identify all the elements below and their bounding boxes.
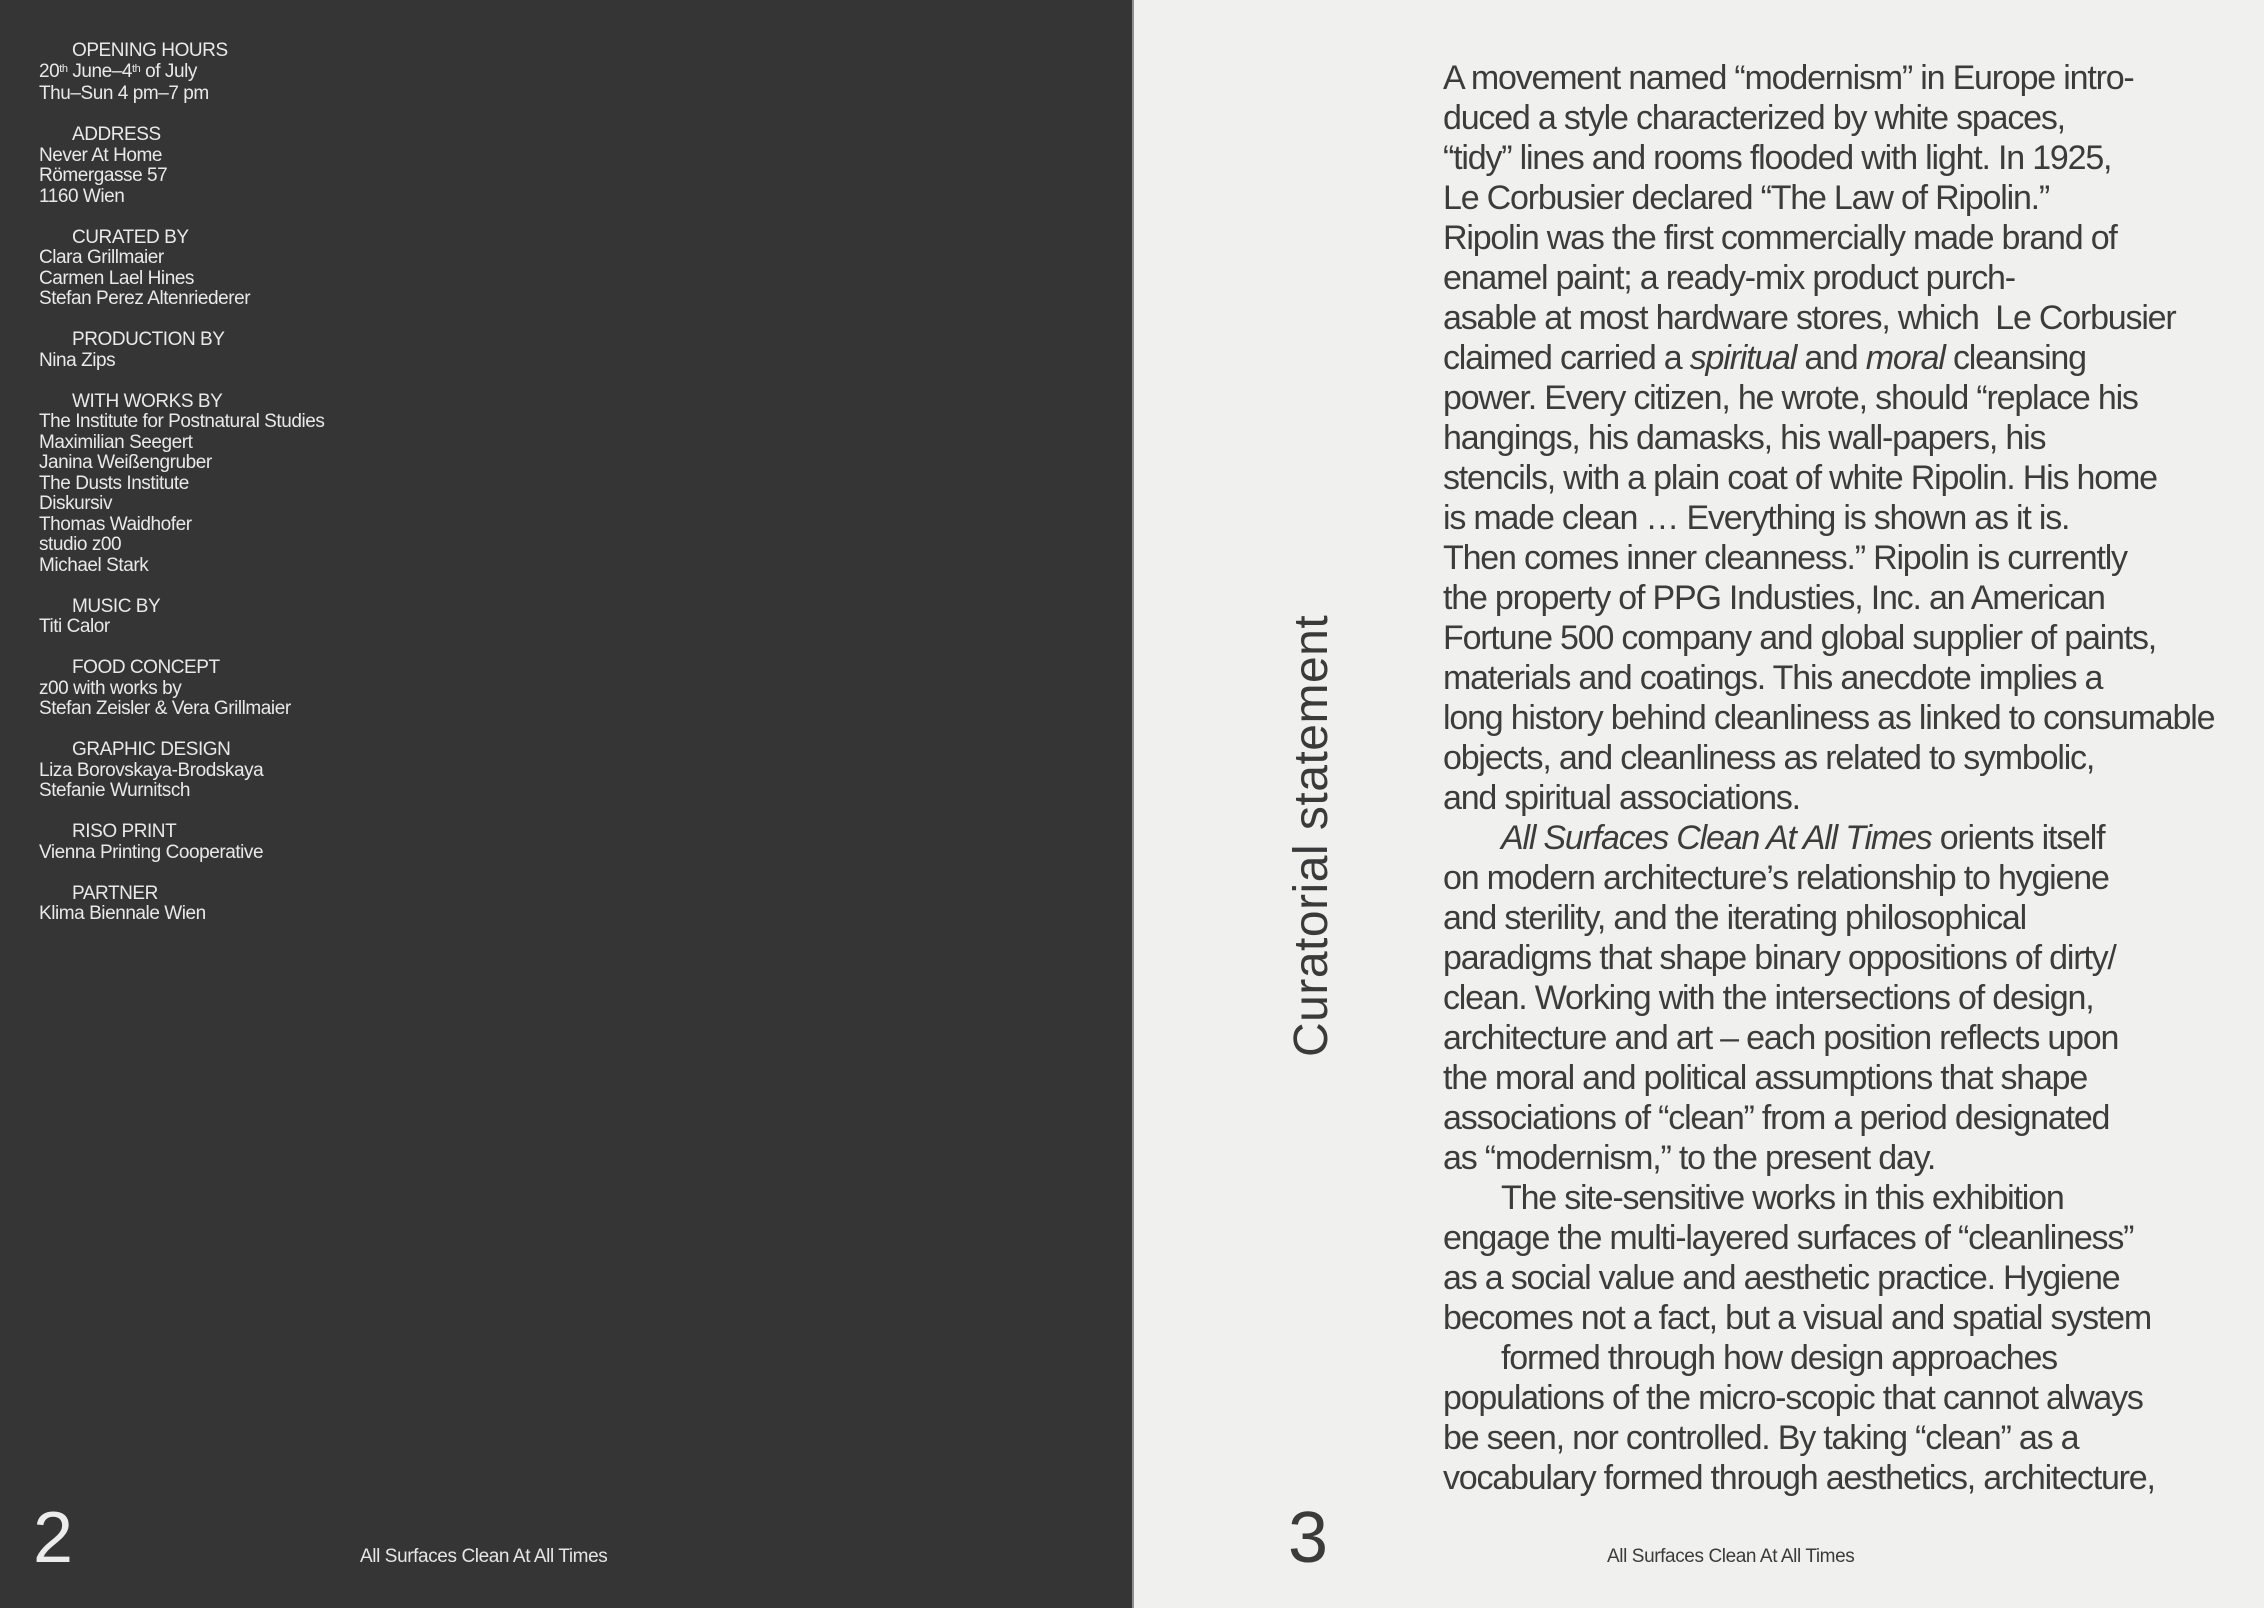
- credits-heading: FOOD CONCEPT: [72, 657, 220, 678]
- body-line: duced a style characterized by white spaces,: [1443, 99, 2065, 137]
- credits-section: [39, 597, 324, 638]
- body-line: materials and coatings. This anecdote implies a: [1443, 659, 2103, 697]
- credits-line: Nina Zips: [39, 349, 116, 371]
- credits-line: Janina Weißengruber: [39, 452, 212, 473]
- body-line: claimed carried a spiritual and moral cleansing: [1443, 339, 2086, 377]
- body-line: associations of “clean” from a period designated: [1443, 1099, 2110, 1137]
- credits-line: studio z00: [39, 534, 122, 555]
- body-line: The site-sensitive works in this exhibition: [1443, 1179, 2064, 1217]
- credits-heading: GRAPHIC DESIGN: [72, 739, 231, 760]
- body-line: and sterility, and the iterating philosophical: [1443, 899, 2026, 937]
- credits-heading: MUSIC BY: [72, 595, 161, 617]
- credits-line: Michael Stark: [39, 554, 149, 576]
- credits-heading: WITH WORKS BY: [72, 390, 223, 412]
- credits-line: Carmen Lael Hines: [39, 267, 194, 289]
- credits-heading: PRODUCTION BY: [72, 329, 225, 350]
- credits-line: Never At Home: [39, 144, 162, 166]
- body-line: the moral and political assumptions that shape: [1443, 1059, 2088, 1097]
- body-line: Le Corbusier declared “The Law of Ripolin.”: [1443, 179, 2050, 217]
- credits-line: Vienna Printing Cooperative: [39, 841, 264, 863]
- body-line: objects, and cleanliness as related to symbolic,: [1443, 739, 2095, 777]
- body-line: architecture and art – each position reflects upon: [1443, 1019, 2119, 1057]
- body-line: populations of the micro-scopic that cannot always: [1443, 1379, 2143, 1417]
- credits-section: [39, 822, 324, 863]
- credits-heading: CURATED BY: [72, 226, 189, 248]
- body-line: vocabulary formed through aesthetics, architecture,: [1443, 1459, 2155, 1497]
- body-line: Fortune 500 company and global supplier of paints,: [1443, 619, 2157, 657]
- body-line: the property of PPG Industies, Inc. an American: [1443, 579, 2105, 617]
- body-line: engage the multi-layered surfaces of “cleanliness”: [1443, 1219, 2134, 1257]
- credits-section: [39, 125, 324, 207]
- credits-line: Römergasse 57: [39, 165, 168, 186]
- credits-line: Liza Borovskaya-Brodskaya: [39, 759, 264, 781]
- page-gutter-line: [1132, 0, 1134, 1608]
- credits-line: Thomas Waidhofer: [39, 513, 192, 535]
- credits-section: [39, 740, 324, 802]
- body-line: paradigms that shape binary oppositions of dirty/: [1443, 939, 2116, 977]
- credits-line: The Dusts Institute: [39, 472, 189, 494]
- credits-section: [39, 658, 324, 720]
- credits-line: The Institute for Postnatural Studies: [39, 411, 325, 432]
- body-line: as “modernism,” to the present day.: [1443, 1139, 1936, 1177]
- body-line: clean. Working with the intersections of design,: [1443, 979, 2094, 1017]
- page-number-right: 3: [1288, 1498, 1329, 1578]
- credits-line: z00 with works by: [39, 677, 182, 699]
- body-line: and spiritual associations.: [1443, 779, 1800, 817]
- credits-line: Titi Calor: [39, 616, 110, 637]
- credits-heading: PARTNER: [72, 882, 158, 904]
- credits-line: Maximilian Seegert: [39, 431, 193, 453]
- running-footer-left: All Surfaces Clean At All Times: [360, 1546, 608, 1567]
- credits-line: Stefan Zeisler & Vera Grillmaier: [39, 698, 291, 719]
- body-line: Ripolin was the first commercially made brand of: [1443, 219, 2117, 257]
- running-footer-right: All Surfaces Clean At All Times: [1607, 1546, 1855, 1567]
- credits-line: 20th June–4th of July: [39, 60, 197, 82]
- credits-list: [39, 41, 324, 925]
- body-line: stencils, with a plain coat of white Ripolin. His home: [1443, 459, 2157, 497]
- credits-section: [39, 228, 324, 310]
- body-line: “tidy” lines and rooms flooded with light. In 1925,: [1443, 139, 2112, 177]
- credits-line: Diskursiv: [39, 493, 113, 514]
- body-line: long history behind cleanliness as linked to consumable: [1443, 699, 2215, 737]
- body-line: is made clean … Everything is shown as it is.: [1443, 499, 2070, 537]
- credits-line: 1160 Wien: [39, 185, 125, 207]
- credits-heading: ADDRESS: [72, 124, 161, 145]
- body-line: Then comes inner cleanness.” Ripolin is currently: [1443, 539, 2127, 577]
- credits-line: Klima Biennale Wien: [39, 903, 206, 924]
- credits-heading: RISO PRINT: [72, 821, 177, 842]
- credits-section: [39, 884, 324, 925]
- credits-line: Clara Grillmaier: [39, 247, 164, 268]
- body-line: as a social value and aesthetic practice. Hygiene: [1443, 1259, 2120, 1297]
- body-line: power. Every citizen, he wrote, should “replace his: [1443, 379, 2138, 417]
- body-line: enamel paint; a ready-mix product purch-: [1443, 259, 2015, 297]
- body-line: becomes not a fact, but a visual and spatial system: [1443, 1299, 2151, 1337]
- body-line: asable at most hardware stores, which Le Corbusier: [1443, 299, 2176, 337]
- page-number-left: 2: [33, 1498, 74, 1578]
- credits-heading: OPENING HOURS: [72, 40, 228, 61]
- curatorial-statement-title: Curatorial statement: [1285, 614, 1338, 1057]
- body-line: hangings, his damasks, his wall-papers, his: [1443, 419, 2046, 457]
- body-line: All Surfaces Clean At All Times orients itself: [1501, 819, 2105, 857]
- credits-line: Stefan Perez Altenriederer: [39, 288, 251, 309]
- credits-section: [39, 330, 324, 371]
- body-line: on modern architecture’s relationship to hygiene: [1443, 859, 2109, 897]
- body-line: formed through how design approaches: [1443, 1339, 2057, 1377]
- credits-line: Thu–Sun 4 pm–7 pm: [39, 83, 209, 104]
- credits-section: [39, 392, 324, 577]
- page-right: [1132, 0, 2264, 1608]
- body-line: A movement named “modernism” in Europe intro-: [1443, 59, 2134, 97]
- credits-line: Stefanie Wurnitsch: [39, 780, 191, 801]
- credits-section: [39, 41, 324, 105]
- body-line: be seen, nor controlled. By taking “clean” as a: [1443, 1419, 2079, 1457]
- body-text: [1443, 58, 2258, 1498]
